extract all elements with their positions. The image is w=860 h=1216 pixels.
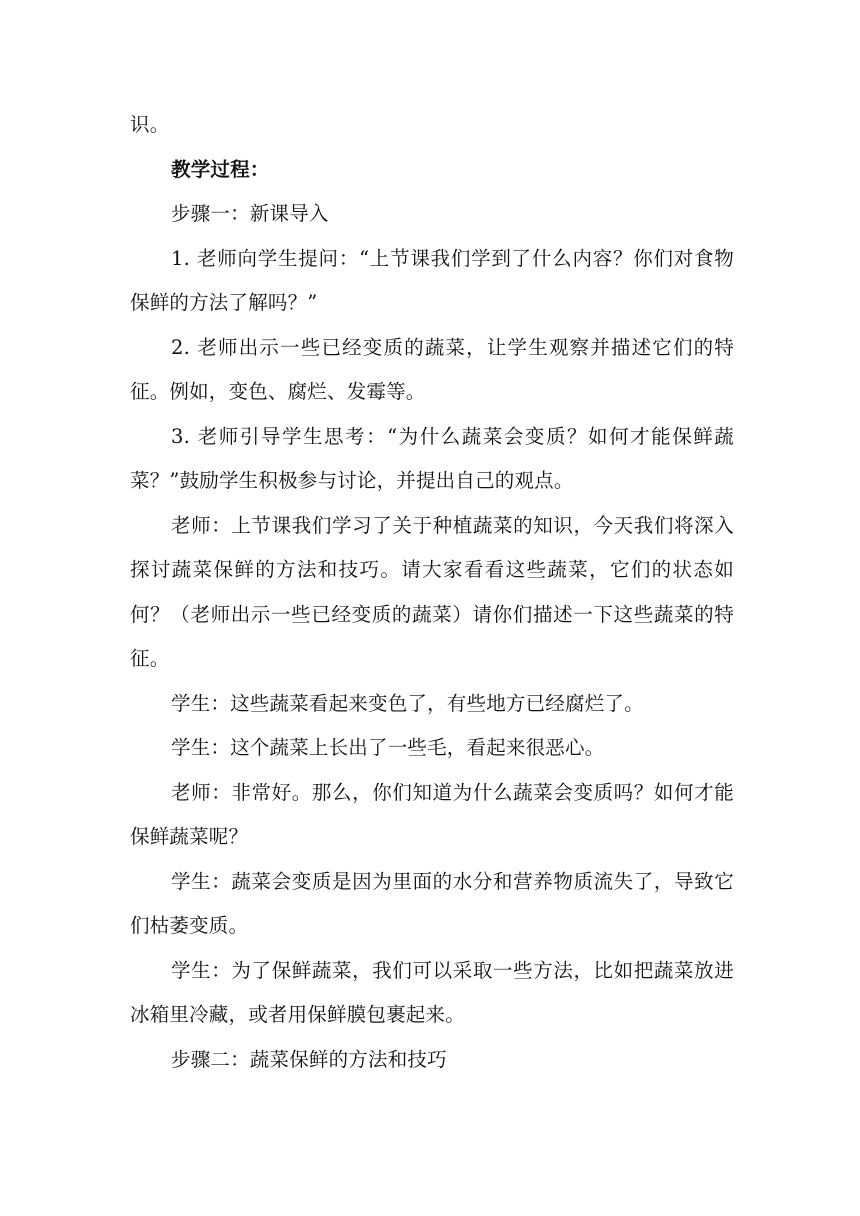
list-item-2: 2. 老师出示一些已经变质的蔬菜，让学生观察并描述它们的特征。例如，变色、腐烂、发霉等。 (130, 335, 734, 403)
list-item-3: 3. 老师引导学生思考：“为什么蔬菜会变质？如何才能保鲜蔬菜？”鼓励学生积极参与讨论，并提出自己的观点。 (130, 424, 734, 492)
student-line-4: 学生：为了保鲜蔬菜，我们可以采取一些方法，比如把蔬菜放进冰箱里冷藏，或者用保鲜膜包裹起来。 (130, 958, 734, 1026)
document-body (130, 103, 734, 1082)
list-item-1: 1. 老师向学生提问：“上节课我们学到了什么内容？你们对食物保鲜的方法了解吗？” (130, 246, 734, 314)
continued-text: 识。 (130, 113, 170, 136)
teacher-line-2: 老师：非常好。那么，你们知道为什么蔬菜会变质吗？如何才能保鲜蔬菜呢？ (130, 780, 734, 848)
student-line-1: 学生：这些蔬菜看起来变色了，有些地方已经腐烂了。 (171, 691, 644, 715)
teacher-line-1: 老师：上节课我们学习了关于种植蔬菜的知识，今天我们将深入探讨蔬菜保鲜的方法和技巧。请大家看看这些蔬菜，它们的状态如何？（老师出示一些已经变质的蔬菜）请你们描述一下这些蔬菜的特征。 (130, 513, 734, 670)
step-one-title: 步骤一：新课导入 (171, 202, 329, 225)
student-line-2: 学生：这个蔬菜上长出了一些毛，看起来很恶心。 (171, 736, 605, 759)
student-line-3: 学生：蔬菜会变质是因为里面的水分和营养物质流失了，导致它们枯萎变质。 (130, 869, 734, 937)
step-two-title: 步骤二：蔬菜保鲜的方法和技巧 (171, 1047, 447, 1071)
section-heading: 教学过程： (171, 157, 270, 181)
